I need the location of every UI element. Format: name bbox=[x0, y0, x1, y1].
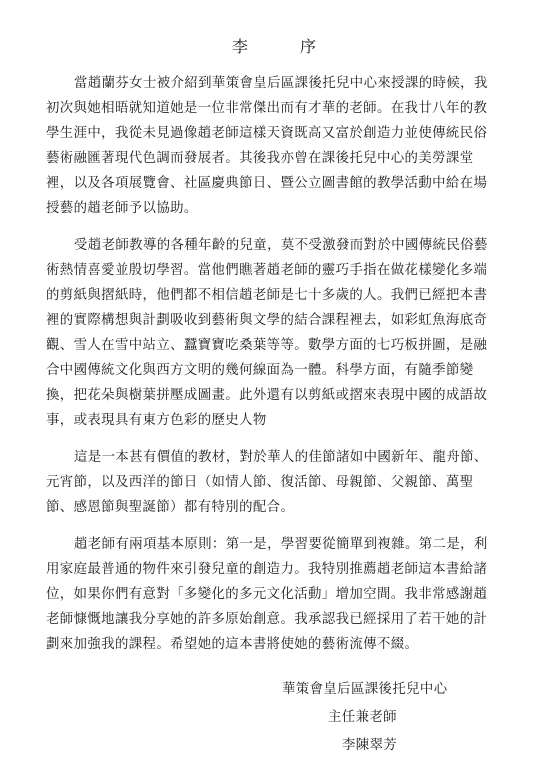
text-line: 授藝的趙老師予以協助。 bbox=[46, 201, 198, 216]
text-line: 觀、雪人在雪中站立、蠶寶寶吃桑葉等等。數學方面的七巧板拼圖，是融 bbox=[46, 338, 488, 353]
text-line: 換，把花朵與樹葉拼壓成圖畫。此外還有以剪紙或摺來表現中國的成語故 bbox=[46, 388, 488, 403]
text-line: 術熱情喜愛並殷切學習。當他們瞧著趙老師的靈巧手指在做花樣變化多端 bbox=[46, 263, 488, 278]
text-line: 的剪紙與摺紙時，他們都不相信趙老師是七十多歲的人。我們已經把本書 bbox=[46, 288, 488, 303]
text-line: 趙老師有兩項基本原則：第一是，學習要從簡單到複雜。第二是，利 bbox=[74, 537, 488, 552]
signature-name: 李陳翠芳 bbox=[342, 738, 398, 753]
text-line: 合中國傳統文化與西方文明的幾何線面為一體。科學方面，有隨季節變 bbox=[46, 363, 474, 378]
text-line: 位，如果你們有意對「多變化的多元文化活動」增加空間。我非常感謝趙 bbox=[46, 587, 488, 602]
text-line: 裡，以及各項展覽會、社區慶典節日、暨公立圖書館的教學活動中給在場 bbox=[46, 176, 488, 191]
text-line: 事，或表現具有東方色彩的歷史人物 bbox=[46, 413, 267, 428]
text-line: 老師慷慨地讓我分享她的許多原始創意。我承認我已經採用了若干她的計 bbox=[46, 612, 488, 627]
text-line: 用家庭最普通的物件來引發兒童的創造力。我特別推薦趙老師這本書給諸 bbox=[46, 562, 488, 577]
text-line: 裡的實際構想與計劃吸收到藝術與文學的結合課程裡去，如彩虹魚海底奇 bbox=[46, 313, 488, 328]
text-line: 劃來加強我的課程。希望她的這本書將使她的藝術流傳不綴。 bbox=[46, 637, 419, 652]
signature-role: 主任兼老師 bbox=[328, 710, 397, 725]
text-line: 元宵節，以及西洋的節日（如情人節、復活節、母親節、父親節、萬聖 bbox=[46, 475, 474, 490]
page-title: 李 序 bbox=[231, 37, 334, 56]
paragraph-4 bbox=[46, 532, 520, 657]
text-line: 當趙蘭芬女士被介紹到華策會皇后區課後托兒中心來授課的時候，我 bbox=[74, 76, 488, 91]
text-line: 這是一本甚有價值的教材，對於華人的佳節諸如中國新年、龍舟節、 bbox=[74, 450, 488, 465]
text-line: 受趙老師教導的各種年齡的兒童，莫不受激發而對於中國傳統民俗藝 bbox=[74, 238, 488, 253]
text-line: 初次與她相晤就知道她是一位非常傑出而有才華的老師。在我廿八年的教 bbox=[46, 101, 488, 116]
text-line: 藝術融匯著現代色調而發展者。其後我亦曾在課後托兒中心的美勞課堂 bbox=[46, 151, 474, 166]
text-line: 節、感恩節與聖誕節）都有特別的配合。 bbox=[46, 500, 295, 515]
paragraph-3 bbox=[46, 445, 520, 520]
signature-org: 華策會皇后區課後托兒中心 bbox=[282, 682, 448, 697]
text-line: 學生涯中，我從未見過像趙老師這樣天資既高又富於創造力並使傳統民俗 bbox=[46, 126, 488, 141]
paragraph-1 bbox=[46, 71, 520, 221]
paragraph-2 bbox=[46, 233, 520, 433]
